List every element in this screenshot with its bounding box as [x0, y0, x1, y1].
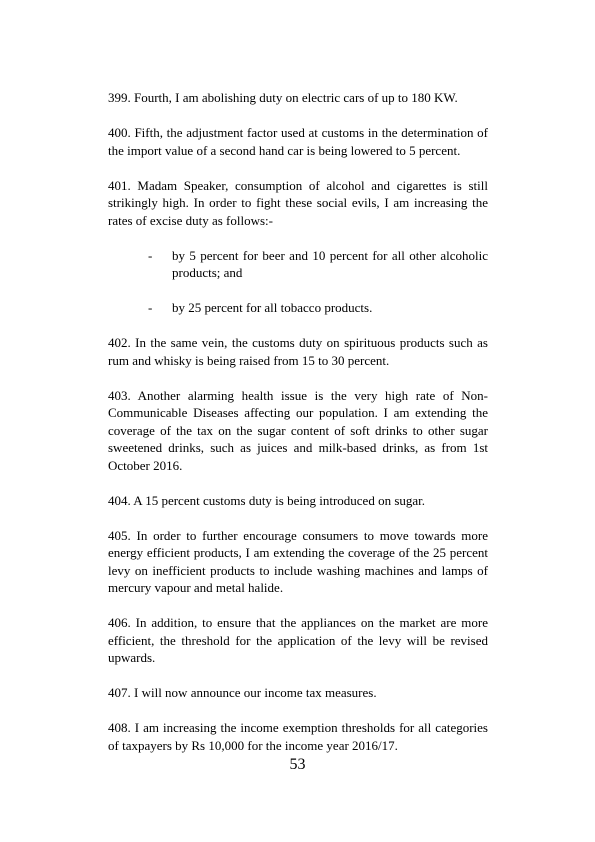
paragraph-399: 399. Fourth, I am abolishing duty on electric cars of up to 180 KW. [108, 90, 458, 105]
paragraph-407: 407. I will now announce our income tax measures. [108, 685, 377, 700]
paragraph-400: 400. Fifth, the adjustment factor used at customs in the determination of the import value of a second hand car is being lowered to 5 percent. [108, 125, 488, 158]
paragraph-405: 405. In order to further encourage consumers to move towards more energy efficient products, I am extending the coverage of the 25 percent levy on inefficient products to include washing machines and lamps of mercury vapour and metal halide. [108, 527, 488, 595]
excise-duty-list [108, 247, 488, 317]
paragraph-406: 406. In addition, to ensure that the appliances on the market are more efficient, the threshold for the application of the levy will be revised upwards. [108, 615, 488, 665]
list-item-text: by 25 percent for all tobacco products. [172, 300, 373, 315]
list-item [108, 299, 488, 317]
paragraph-404: 404. A 15 percent customs duty is being introduced on sugar. [108, 492, 426, 508]
dash-marker: - [148, 300, 153, 315]
paragraph-402: 402. In the same vein, the customs duty on spirituous products such as rum and whisky is being raised from 15 to 30 percent. [108, 335, 488, 368]
paragraph-408: 408. I am increasing the income exemption thresholds for all categories of taxpayers by Rs 10,000 for the income year 2016/17. [108, 720, 488, 753]
paragraph-401: 401. Madam Speaker, consumption of alcohol and cigarettes is still strikingly high. In order to fight these social evils, I am increasing the rates of excise duty as follows:- [108, 177, 488, 228]
document-body [108, 89, 488, 772]
dash-marker: - [148, 247, 153, 263]
paragraph-403: 403. Another alarming health issue is the very high rate of Non-Communicable Diseases affecting our population. I am extending the coverage of the tax on the sugar content of soft drinks to other sugar sweetened drinks, such as juices and milk-based drinks, as from 1st October 2016. [108, 387, 488, 473]
list-item-text: by 5 percent for beer and 10 percent for all other alcoholic products; and [172, 247, 488, 280]
page-number: 53 [289, 756, 306, 773]
list-item [108, 247, 488, 282]
